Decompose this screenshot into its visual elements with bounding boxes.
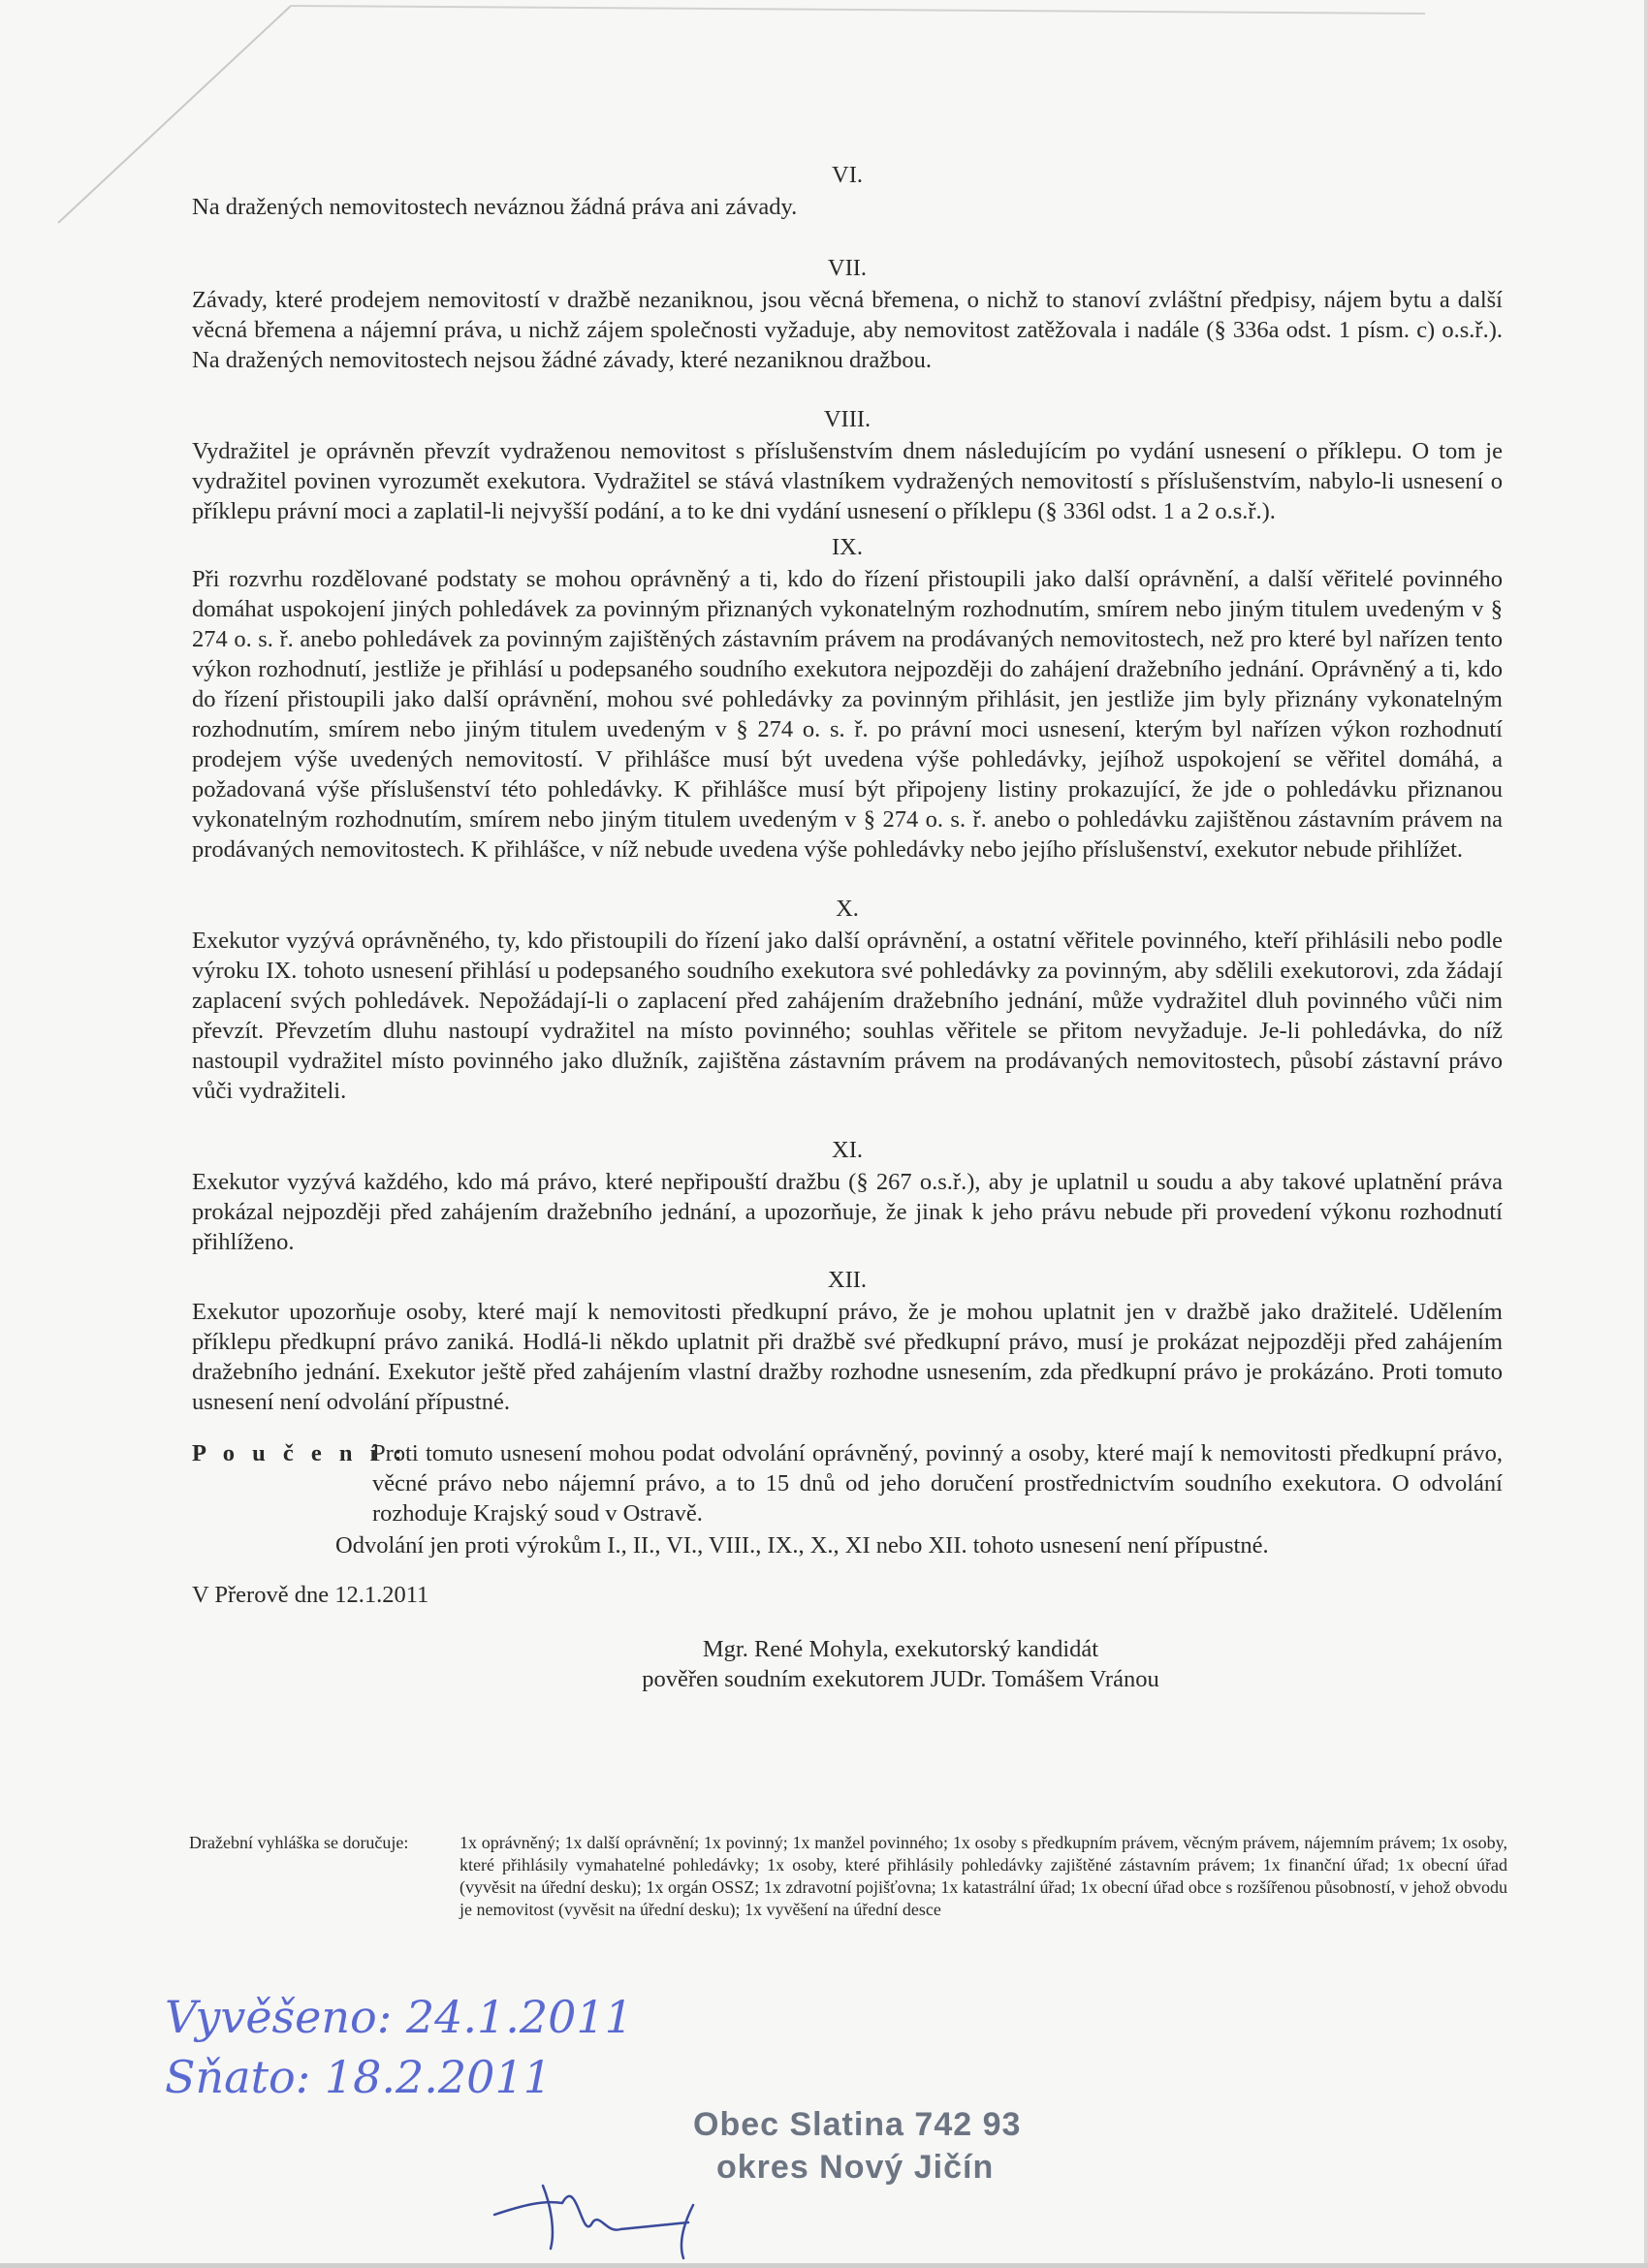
section-vi	[192, 160, 1503, 222]
section-xii	[192, 1265, 1503, 1417]
stamp-line-1: Obec Slatina 742 93	[693, 2106, 1022, 2143]
section-number: XII.	[827, 1267, 868, 1293]
page-edge	[1644, 0, 1648, 2268]
section-vii	[192, 253, 1503, 375]
delivery-text: 1x oprávněný; 1x další oprávnění; 1x povinný; 1x manžel povinného; 1x osoby s předkupním právem, věcným právem, nájemním právem; 1x osoby, které přihlásily vymahatelné pohledávky; 1x osoby, které přihlásily pohledávky zajištěné zástavním právem; 1x finanční úřad; 1x obecní úřad (vyvěsit na úřední desku); 1x orgán OSSZ; 1x zdravotní pojišťovna; 1x katastrální úřad; 1x obecní úřad obce s rozšířenou působností, v jehož obvodu je nemovitost (vyvěsit na úřední desku); 1x vyvěšení na úřední desce	[460, 1833, 1507, 1919]
section-viii	[192, 404, 1503, 526]
section-text: Při rozvrhu rozdělované podstaty se mohou oprávněný a ti, kdo do řízení přistoupili jako další oprávnění, a další věřitelé povinného domáhat uspokojení jiných pohledávek za povinným přiznaných vykonatelným rozhodnutím, smírem nebo jiným titulem uvedeným v § 274 o. s. ř. anebo pohledávek za povinným zajištěných zástavním právem na prodávaných nemovitostech, než pro které byl nařízen tento výkon rozhodnutí, jestliže je přihlásí u podepsaného soudního exekutora nejpozději do zahájení dražebního jednání. Oprávněný a ti, kdo do řízení přistoupili jako další oprávnění, mohou své pohledávky za povinným přihlásit, jen jestliže jim byly přiznány vykonatelným rozhodnutím, smírem nebo jiným titulem uvedeným v § 274 o. s. ř. po právní moci usnesení, kterým byl nařízen výkon rozhodnutí prodejem výše uvedených nemovitostí. V přihlášce musí být uvedena výše pohledávky, jejíhož uspokojení se věřitel domáhá, a požadovaná výše příslušenství této pohledávky. K přihlášce musí být připojeny listiny prokazující, že jde o pohledávku přiznanou vykonatelným rozhodnutím, smírem nebo jiným titulem uvedeným v § 274 o. s. ř. anebo o pohledávku zajištěnou zástavním právem na prodávaných nemovitostech. K přihlášce, v níž nebude uvedena výše pohledávky nebo jejího příslušenství, exekutor nebude přihlížet.	[192, 566, 1503, 863]
section-number: XI.	[832, 1137, 863, 1163]
handwritten-notes	[165, 1987, 633, 2107]
section-number: VI.	[832, 162, 863, 188]
page-edge	[0, 2263, 1648, 2268]
section-xi	[192, 1135, 1503, 1257]
stamp-line-2: okres Nový Jičín	[716, 2149, 995, 2186]
instruction-text: Proti tomuto usnesení mohou podat odvolání oprávněný, povinný a osoby, které mají k nemovitosti předkupní právo, věcné právo nebo nájemní právo, a to 15 dnů od jeho doručení prostřednictvím soudního exekutora. O odvolání rozhoduje Krajský soud v Ostravě.	[372, 1440, 1503, 1527]
section-text: Vydražitel je oprávněn převzít vydraženou nemovitost s příslušenstvím dnem následujícím po vydání usnesení o příklepu. O tom je vydražitel povinen vyrozumět exekutora. Vydražitel se stává vlastníkem vydražených nemovitostí s příslušenstvím, nabylo-li usnesení o příklepu právní moci a zaplatil-li nejvyšší podání, a to ke dni vydání usnesení o příklepu (§ 336l odst. 1 a 2 o.s.ř.).	[192, 438, 1503, 524]
section-x	[192, 894, 1503, 1106]
handwritten-posted-date: Vyvěšeno: 24.1.2011	[165, 1991, 633, 2043]
section-number: IX.	[832, 534, 863, 560]
section-number: X.	[836, 896, 859, 922]
signer-authority: pověřen soudním exekutorem JUDr. Tomášem Vránou	[642, 1665, 1159, 1692]
handwritten-signature	[485, 2157, 717, 2263]
delivery-list	[189, 1832, 1507, 1921]
instruction-label: P o u č e n í :	[192, 1440, 408, 1466]
section-text: Exekutor vyzývá každého, kdo má právo, které nepřipouští dražbu (§ 267 o.s.ř.), aby je uplatnil u soudu a aby takové uplatnění práva prokázal nejpozději před zahájením dražebního jednání, a upozorňuje, že jinak k jeho právu nebude při provedení výkonu rozhodnutí přihlíženo.	[192, 1169, 1503, 1255]
section-number: VII.	[827, 255, 868, 281]
section-text: Exekutor upozorňuje osoby, které mají k nemovitosti předkupní právo, že je mohou uplatnit jen v dražbě jako dražitelé. Udělením příklepu předkupní právo zaniká. Hodlá-li někdo uplatnit při dražbě své předkupní právo, musí je prokázat nejpozději před zahájením dražebního jednání. Exekutor ještě před zahájením vlastní dražby rozhodne usnesením, zda předkupní právo je prokázáno. Proti tomuto usnesení není odvolání přípustné.	[192, 1299, 1503, 1415]
section-number: VIII.	[823, 406, 872, 432]
delivery-label: Dražební vyhláška se doručuje:	[189, 1833, 409, 1852]
section-ix	[192, 532, 1503, 865]
signer-block	[192, 1634, 1503, 1694]
instruction-block	[192, 1438, 1503, 1560]
instruction-text-2: Odvolání jen proti výrokům I., II., VI., VIII., IX., X., XI nebo XII. tohoto usnesení není přípustné.	[335, 1532, 1269, 1559]
office-stamp	[693, 2103, 1021, 2189]
document-body	[192, 160, 1503, 1694]
signer-name: Mgr. René Mohyla, exekutorský kandidát	[702, 1635, 1099, 1662]
handwritten-removed-date: Sňato: 18.2.2011	[165, 2051, 552, 2103]
place-date: V Přerově dne 12.1.2011	[192, 1582, 429, 1608]
section-text: Na dražených nemovitostech neváznou žádná práva ani závady.	[192, 194, 798, 220]
section-text: Závady, které prodejem nemovitostí v dražbě nezaniknou, jsou věcná břemena, o nichž to stanoví zvláštní předpisy, nájem bytu a další věcná břemena a nájemní práva, u nichž zájem společnosti vyžaduje, aby nemovitost zatěžovala i nadále (§ 336a odst. 1 písm. c) o.s.ř.). Na dražených nemovitostech nejsou žádné závady, které nezaniknou dražbou.	[192, 287, 1503, 373]
section-text: Exekutor vyzývá oprávněného, ty, kdo přistoupili do řízení jako další oprávnění, a ostatní věřitele povinného, kteří přihlásili nebo podle výroku IX. tohoto usnesení přihlásí u podepsaného soudního exekutora své pohledávky za povinným, aby sdělili exekutorovi, zda žádají zaplacení svých pohledávek. Nepožádají-li o zaplacení před zahájením dražebního jednání, může vydražitel dluh povinného vůči nim převzít. Převzetím dluhu nastoupí vydražitel na místo povinného; souhlas věřitele se přitom nevyžaduje. Je-li pohledávka, do níž nastoupil vydražitel místo povinného jako dlužník, zajištěna zástavním právem na prodávaných nemovitostech, působí zástavní právo vůči vydražiteli.	[192, 928, 1503, 1104]
